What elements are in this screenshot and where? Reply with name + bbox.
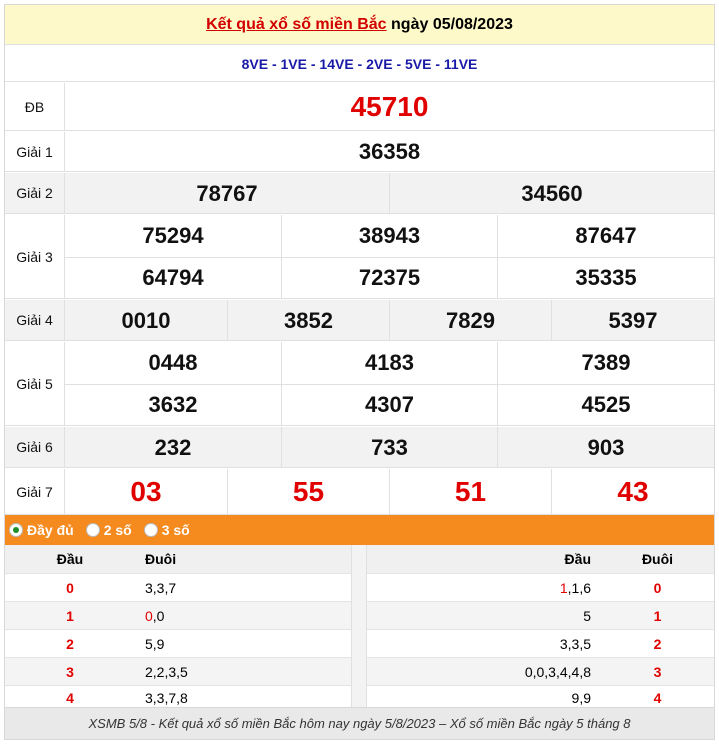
table-row — [5, 629, 351, 657]
duoi-cell: 4 — [653, 689, 662, 706]
table-row — [367, 573, 714, 601]
table-row — [367, 629, 714, 657]
table-header — [5, 545, 351, 573]
prize-number: 43 — [617, 476, 649, 507]
prize-label: Giải 5 — [5, 342, 65, 425]
option-full-radio[interactable] — [9, 522, 74, 538]
dau-cell: 3 — [66, 663, 74, 680]
col-head-duoi: Đuôi — [641, 551, 674, 567]
loto-head-table — [5, 545, 351, 709]
results-title-link[interactable]: Kết quả xổ số miền Bắc — [206, 16, 387, 33]
prize-number: 35335 — [575, 265, 637, 290]
prize-row-g7 — [5, 469, 714, 515]
col-head-dau: Đầu — [564, 551, 591, 567]
prize-label: Giải 1 — [5, 132, 65, 171]
duoi-cell: 2 — [653, 635, 662, 652]
duoi-cell: 0 — [653, 579, 662, 596]
prize-number: 0010 — [121, 307, 171, 333]
prize-number: 34560 — [521, 180, 583, 206]
table-row — [5, 685, 351, 709]
results-date: ngày 05/08/2023 — [391, 16, 513, 33]
prize-row-g6 — [5, 427, 714, 468]
radio-unchecked-icon[interactable] — [144, 523, 158, 537]
prize-label: Giải 6 — [5, 427, 65, 467]
option-label: 2 số — [103, 522, 132, 538]
duoi-cell: 3 — [653, 663, 662, 680]
duoi-cell: 2,2,3,5 — [145, 663, 188, 680]
table-row — [5, 601, 351, 629]
prize-number: 78767 — [196, 180, 258, 206]
prize-number: 51 — [454, 476, 487, 507]
radio-checked-icon[interactable] — [9, 523, 23, 537]
prize-number: 7389 — [581, 350, 631, 375]
special-codes: 8VE - 1VE - 14VE - 2VE - 5VE - 11VE — [5, 46, 714, 82]
duoi-cell: 3,3,7 — [145, 579, 177, 596]
dau-cell: 2 — [66, 635, 74, 652]
prize-number: 733 — [371, 434, 408, 460]
prize-number: 3632 — [148, 392, 198, 417]
prize-number: 4307 — [365, 392, 414, 417]
prize-label: Giải 4 — [5, 300, 65, 340]
prize-label: Giải 3 — [5, 215, 65, 298]
dau-cell: 0,0,3,4,4,8 — [524, 663, 591, 680]
prize-row-g3 — [5, 215, 714, 299]
option-3-digits-radio[interactable] — [144, 522, 190, 538]
prize-label: ĐB — [5, 83, 65, 130]
results-header — [5, 5, 714, 45]
dau-cell: 5 — [583, 607, 591, 624]
prize-label: Giải 7 — [5, 469, 65, 514]
prize-row-g5 — [5, 342, 714, 426]
prize-number: 87647 — [575, 223, 637, 248]
table-header — [367, 545, 714, 573]
prize-number: 5397 — [608, 307, 658, 333]
prize-row-g4 — [5, 300, 714, 341]
prize-number: 0448 — [148, 350, 198, 375]
prize-number: 55 — [292, 476, 325, 507]
footer-caption: XSMB 5/8 - Kết quả xổ số miền Bắc hôm nay ngày 5/8/2023 – Xổ số miền Bắc ngày 5 tháng 8 — [5, 707, 714, 739]
dau-cell: 4 — [66, 689, 74, 706]
prize-number: 232 — [154, 434, 192, 460]
duoi-cell: 0 ,0 — [145, 607, 165, 624]
prize-number: 03 — [130, 476, 162, 507]
dau-cell: 1 ,1,6 — [559, 579, 591, 596]
loto-tail-table — [367, 545, 714, 709]
prize-number: 7829 — [446, 307, 495, 333]
option-label: Đầy đủ — [27, 522, 74, 538]
prize-row-g1 — [5, 132, 714, 172]
table-row — [367, 601, 714, 629]
option-label: 3 số — [161, 522, 190, 538]
prize-number: 38943 — [358, 223, 421, 248]
duoi-cell: 1 — [653, 607, 662, 624]
prize-number: 3852 — [284, 307, 333, 333]
col-head-duoi: Đuôi — [145, 551, 177, 567]
radio-unchecked-icon[interactable] — [86, 523, 100, 537]
duoi-cell: 3,3,7,8 — [145, 689, 188, 706]
prize-number: 903 — [587, 434, 625, 460]
prize-number: 4183 — [365, 350, 414, 375]
dau-cell: 3,3,5 — [559, 635, 591, 652]
prize-number: 4525 — [581, 392, 631, 417]
prize-label: Giải 2 — [5, 173, 65, 213]
table-row — [367, 657, 714, 685]
prize-row-db — [5, 83, 714, 131]
prize-number: 64794 — [142, 265, 204, 290]
duoi-cell: 5,9 — [145, 635, 165, 652]
prize-number: 45710 — [350, 91, 429, 122]
table-row — [5, 573, 351, 601]
prize-number: 36358 — [358, 139, 421, 164]
prize-row-g2 — [5, 173, 714, 214]
dau-cell: 9,9 — [571, 689, 591, 706]
dau-cell: 0 — [66, 579, 74, 596]
table-divider — [351, 545, 367, 709]
col-head-dau: Đầu — [56, 551, 84, 567]
table-row — [367, 685, 714, 709]
prize-number: 72375 — [358, 265, 421, 290]
table-row — [5, 657, 351, 685]
dau-cell: 1 — [66, 607, 74, 624]
option-2-digits-radio[interactable] — [86, 522, 132, 538]
results-panel — [4, 4, 715, 740]
display-options — [5, 515, 714, 545]
prize-number: 75294 — [142, 223, 204, 248]
